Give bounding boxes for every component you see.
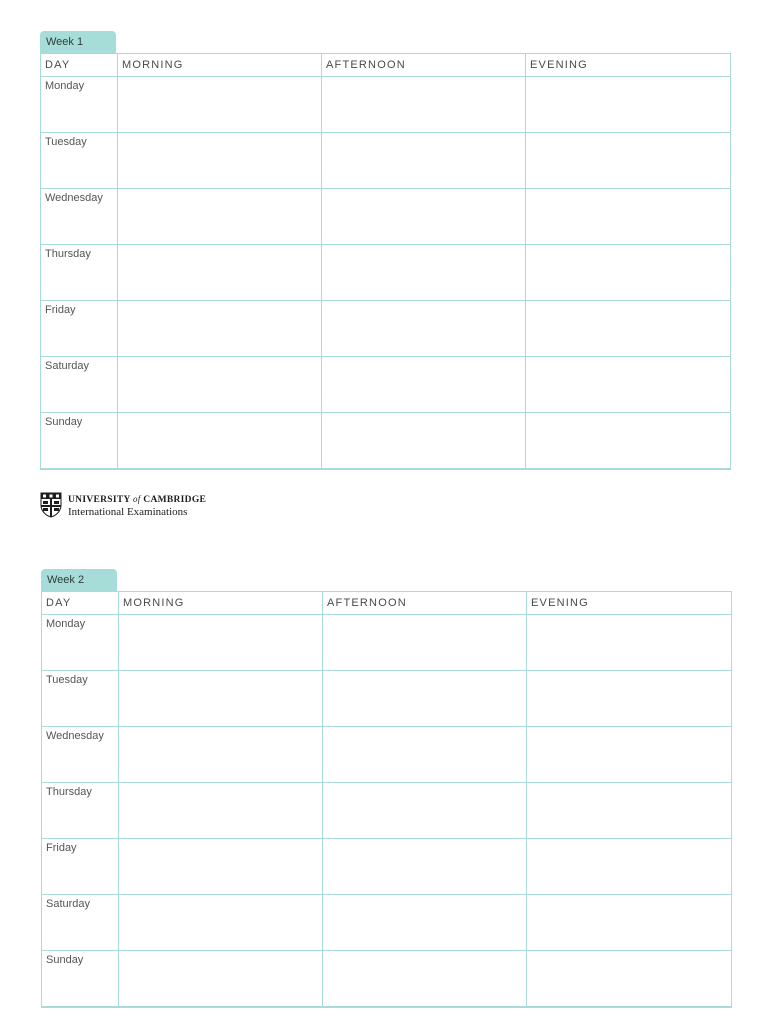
table-row bbox=[41, 301, 731, 357]
morning-cell[interactable] bbox=[119, 671, 323, 727]
afternoon-cell[interactable] bbox=[323, 671, 527, 727]
morning-cell[interactable] bbox=[119, 727, 323, 783]
week-tab-label: Week 2 bbox=[41, 569, 117, 591]
afternoon-cell[interactable] bbox=[322, 77, 526, 133]
evening-cell[interactable] bbox=[527, 727, 732, 783]
table-row bbox=[41, 245, 731, 301]
evening-cell[interactable] bbox=[527, 615, 732, 671]
afternoon-cell[interactable] bbox=[322, 357, 526, 413]
table-row bbox=[42, 671, 732, 727]
week-1-schedule-table bbox=[40, 53, 731, 470]
table-row bbox=[42, 895, 732, 951]
morning-cell[interactable] bbox=[118, 133, 322, 189]
afternoon-cell[interactable] bbox=[323, 615, 527, 671]
day-label: Tuesday bbox=[41, 133, 118, 189]
evening-cell[interactable] bbox=[527, 895, 732, 951]
afternoon-cell[interactable] bbox=[322, 245, 526, 301]
afternoon-cell[interactable] bbox=[323, 839, 527, 895]
day-label: Saturday bbox=[41, 357, 118, 413]
week-2-schedule-table bbox=[41, 591, 732, 1008]
evening-cell[interactable] bbox=[526, 245, 731, 301]
afternoon-cell[interactable] bbox=[322, 189, 526, 245]
table-row bbox=[42, 839, 732, 895]
column-header-day: DAY bbox=[42, 592, 119, 615]
column-header-evening: EVENING bbox=[527, 592, 732, 615]
day-label: Friday bbox=[41, 301, 118, 357]
afternoon-cell[interactable] bbox=[323, 895, 527, 951]
evening-cell[interactable] bbox=[526, 413, 731, 470]
evening-cell[interactable] bbox=[527, 951, 732, 1008]
column-header-day: DAY bbox=[41, 54, 118, 77]
morning-cell[interactable] bbox=[118, 301, 322, 357]
table-row bbox=[42, 951, 732, 1008]
day-label: Wednesday bbox=[41, 189, 118, 245]
evening-cell[interactable] bbox=[527, 671, 732, 727]
morning-cell[interactable] bbox=[119, 895, 323, 951]
header-row bbox=[41, 54, 731, 77]
header-row bbox=[42, 592, 732, 615]
cambridge-shield-icon bbox=[40, 492, 62, 518]
column-header-morning: MORNING bbox=[119, 592, 323, 615]
day-label: Sunday bbox=[41, 413, 118, 470]
evening-cell[interactable] bbox=[527, 783, 732, 839]
evening-cell[interactable] bbox=[526, 133, 731, 189]
column-header-morning: MORNING bbox=[118, 54, 322, 77]
table-row bbox=[41, 133, 731, 189]
table-row bbox=[41, 189, 731, 245]
afternoon-cell[interactable] bbox=[322, 133, 526, 189]
day-label: Sunday bbox=[42, 951, 119, 1008]
evening-cell[interactable] bbox=[526, 77, 731, 133]
day-label: Tuesday bbox=[42, 671, 119, 727]
afternoon-cell[interactable] bbox=[322, 301, 526, 357]
morning-cell[interactable] bbox=[118, 77, 322, 133]
logo-text bbox=[68, 493, 206, 518]
afternoon-cell[interactable] bbox=[323, 951, 527, 1008]
logo-university-name: UNIVERSITY of CAMBRIDGE bbox=[68, 493, 207, 505]
evening-cell[interactable] bbox=[527, 839, 732, 895]
morning-cell[interactable] bbox=[118, 245, 322, 301]
logo-subtitle: International Examinations bbox=[68, 505, 188, 518]
day-label: Thursday bbox=[42, 783, 119, 839]
table-row bbox=[42, 615, 732, 671]
morning-cell[interactable] bbox=[118, 189, 322, 245]
column-header-afternoon: AFTERNOON bbox=[323, 592, 527, 615]
afternoon-cell[interactable] bbox=[323, 727, 527, 783]
table-row bbox=[42, 727, 732, 783]
day-label: Wednesday bbox=[42, 727, 119, 783]
afternoon-cell[interactable] bbox=[323, 783, 527, 839]
day-label: Saturday bbox=[42, 895, 119, 951]
evening-cell[interactable] bbox=[526, 189, 731, 245]
day-label: Monday bbox=[42, 615, 119, 671]
day-label: Friday bbox=[42, 839, 119, 895]
morning-cell[interactable] bbox=[118, 357, 322, 413]
evening-cell[interactable] bbox=[526, 357, 731, 413]
table-row bbox=[41, 357, 731, 413]
evening-cell[interactable] bbox=[526, 301, 731, 357]
table-row bbox=[41, 77, 731, 133]
morning-cell[interactable] bbox=[119, 839, 323, 895]
table-row bbox=[42, 783, 732, 839]
day-label: Thursday bbox=[41, 245, 118, 301]
morning-cell[interactable] bbox=[119, 783, 323, 839]
day-label: Monday bbox=[41, 77, 118, 133]
morning-cell[interactable] bbox=[119, 951, 323, 1008]
column-header-afternoon: AFTERNOON bbox=[322, 54, 526, 77]
afternoon-cell[interactable] bbox=[322, 413, 526, 470]
column-header-evening: EVENING bbox=[526, 54, 731, 77]
week-tab-label: Week 1 bbox=[40, 31, 116, 53]
morning-cell[interactable] bbox=[119, 615, 323, 671]
morning-cell[interactable] bbox=[118, 413, 322, 470]
table-row bbox=[41, 413, 731, 470]
university-logo bbox=[40, 491, 206, 519]
